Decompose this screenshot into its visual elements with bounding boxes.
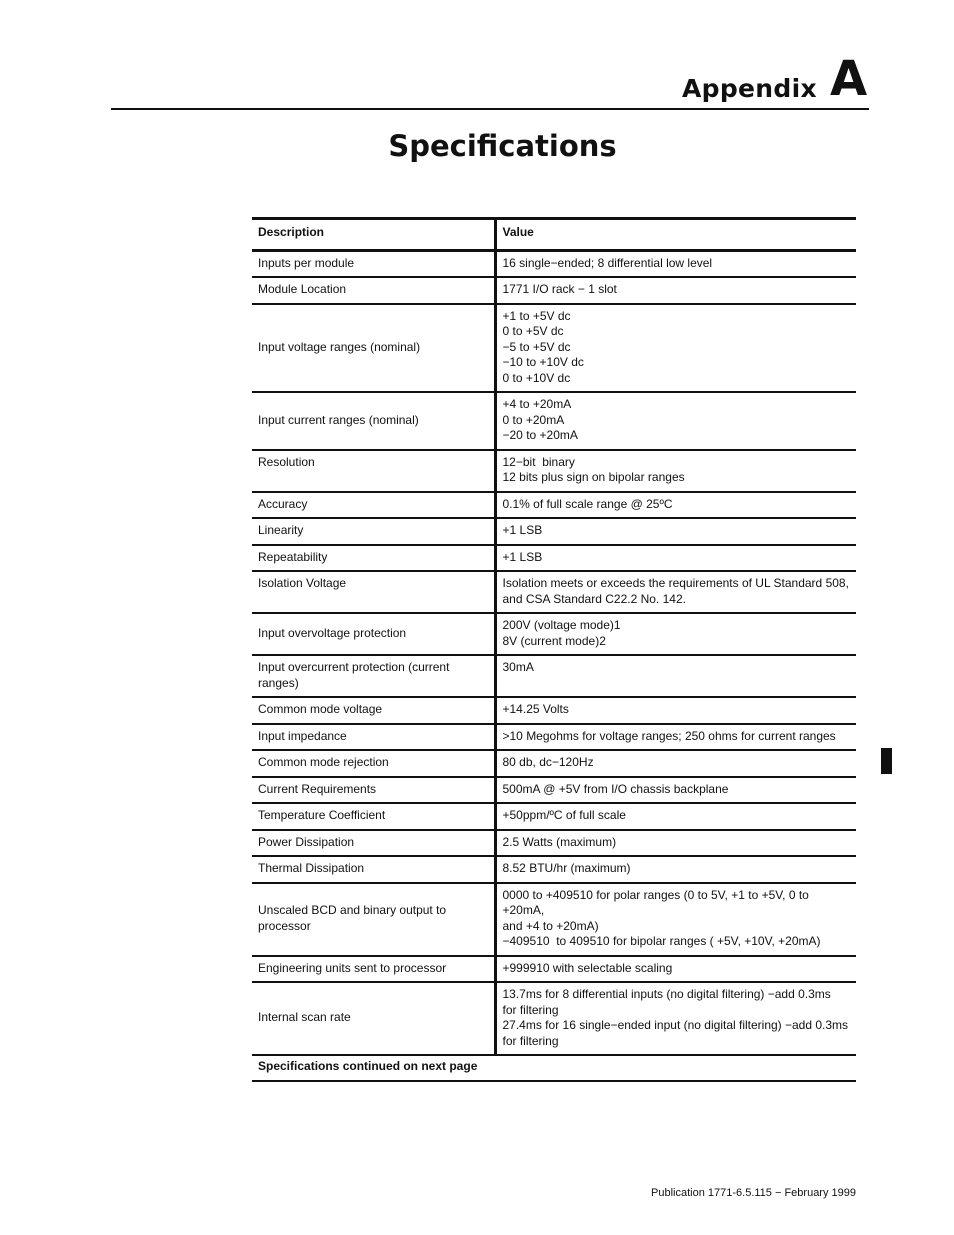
spec-value xyxy=(495,750,856,777)
spec-value-line xyxy=(503,324,851,340)
table-row xyxy=(252,697,856,724)
spec-value-text: 27.4ms for 16 single−ended input (no digital filtering) −add 0.3ms xyxy=(502,1018,849,1032)
spec-value-text: −409510 to 409510 for bipolar ranges ( +5V, +10V, +20mA) xyxy=(502,934,821,948)
table-row xyxy=(252,803,856,830)
spec-value-line xyxy=(503,497,851,513)
spec-value-line xyxy=(503,371,851,387)
table-row xyxy=(252,830,856,857)
spec-value-line xyxy=(503,961,851,977)
spec-value-line xyxy=(503,355,851,371)
table-row xyxy=(252,982,856,1055)
spec-value xyxy=(495,613,856,655)
spec-value xyxy=(495,571,856,613)
spec-value xyxy=(495,803,856,830)
appendix-label: Appendix xyxy=(682,74,817,103)
column-header-value: Value xyxy=(502,225,534,239)
spec-value-line xyxy=(503,660,851,676)
spec-value xyxy=(495,856,856,883)
spec-description: Current Requirements xyxy=(252,777,495,804)
spec-value xyxy=(495,830,856,857)
spec-value-line xyxy=(503,618,851,634)
table-row xyxy=(252,277,856,304)
table-body xyxy=(252,250,856,1081)
table-footer-row xyxy=(252,1055,856,1081)
spec-value-line xyxy=(503,256,851,272)
spec-value-text: 0 to +10V dc xyxy=(502,370,571,385)
appendix-header xyxy=(0,0,954,115)
spec-value xyxy=(495,883,856,956)
table-row xyxy=(252,518,856,545)
table-row xyxy=(252,492,856,519)
spec-value-text: 0.1% of full scale range @ 25ºC xyxy=(502,496,673,511)
spec-value-line xyxy=(503,428,851,444)
spec-value-text: 12 bits plus sign on bipolar ranges xyxy=(502,470,685,484)
spec-value-line xyxy=(503,782,851,798)
spec-value-text: +1 LSB xyxy=(502,523,543,537)
spec-value-line xyxy=(503,523,851,539)
continued-note: Specifications continued on next page xyxy=(258,1059,478,1073)
spec-value-text: 0 to +5V dc xyxy=(502,324,564,338)
table-row xyxy=(252,724,856,751)
spec-value-text: 80 db, dc−120Hz xyxy=(502,755,594,769)
spec-value-text: +999910 with selectable scaling xyxy=(502,960,673,975)
spec-value xyxy=(495,277,856,304)
spec-value-text: 8.52 BTU/hr (maximum) xyxy=(502,861,631,875)
spec-value-line xyxy=(503,634,851,650)
spec-description: Input current ranges (nominal) xyxy=(252,392,495,450)
spec-value-text: 2.5 Watts (maximum) xyxy=(502,834,617,849)
spec-value-text: >10 Megohms for voltage ranges; 250 ohms for current ranges xyxy=(502,728,836,743)
chapter-tab-marker xyxy=(881,748,892,774)
spec-description: Repeatability xyxy=(252,545,495,572)
spec-description: Input impedance xyxy=(252,724,495,751)
spec-description: Accuracy xyxy=(252,492,495,519)
spec-description: Input voltage ranges (nominal) xyxy=(252,304,495,393)
table-row xyxy=(252,613,856,655)
spec-description: Unscaled BCD and binary output to processor xyxy=(252,883,495,956)
appendix-letter: A xyxy=(830,51,868,107)
spec-value-text: 8V (current mode)2 xyxy=(502,633,606,648)
spec-value-text: 1771 I/O rack − 1 slot xyxy=(502,282,617,296)
spec-value-line xyxy=(503,888,851,919)
spec-description: Thermal Dissipation xyxy=(252,856,495,883)
spec-value xyxy=(495,777,856,804)
spec-description: Module Location xyxy=(252,277,495,304)
spec-value-text: 500mA @ +5V from I/O chassis backplane xyxy=(502,781,729,796)
spec-value-text: 13.7ms for 8 differential inputs (no digital filtering) −add 0.3ms xyxy=(502,987,831,1001)
spec-value-line xyxy=(503,934,851,950)
spec-value-line xyxy=(503,808,851,824)
spec-description: Internal scan rate xyxy=(252,982,495,1055)
table-row xyxy=(252,392,856,450)
table-row xyxy=(252,777,856,804)
spec-value-line xyxy=(503,755,851,771)
spec-value-line xyxy=(503,309,851,325)
spec-value-line xyxy=(503,470,851,486)
spec-value xyxy=(495,250,856,277)
spec-description: Resolution xyxy=(252,450,495,492)
spec-value-line xyxy=(503,413,851,429)
spec-description: Power Dissipation xyxy=(252,830,495,857)
spec-value-line xyxy=(503,592,851,608)
spec-value-text: for filtering xyxy=(502,1002,559,1017)
table-row xyxy=(252,250,856,277)
spec-value-line xyxy=(503,397,851,413)
spec-value xyxy=(495,956,856,983)
table-row xyxy=(252,545,856,572)
spec-value-text: +14.25 Volts xyxy=(502,702,569,716)
table-row xyxy=(252,655,856,697)
spec-description: Engineering units sent to processor xyxy=(252,956,495,983)
header-rule xyxy=(111,108,869,110)
spec-value-text: 12−bit binary xyxy=(502,454,575,469)
spec-value xyxy=(495,518,856,545)
spec-value-line xyxy=(503,550,851,566)
spec-value-line xyxy=(503,576,851,592)
spec-value-line xyxy=(503,455,851,471)
table-row xyxy=(252,571,856,613)
spec-description: Input overcurrent protection (current ranges) xyxy=(252,655,495,697)
spec-value-line xyxy=(503,835,851,851)
spec-value-text: and CSA Standard C22.2 No. 142. xyxy=(502,591,686,606)
spec-value-text: −10 to +10V dc xyxy=(502,355,584,369)
spec-value-text: 30mA xyxy=(502,660,534,674)
spec-value-line xyxy=(503,729,851,745)
table-row xyxy=(252,450,856,492)
spec-value-text: +1 to +5V dc xyxy=(502,308,571,323)
spec-value-line xyxy=(503,861,851,877)
spec-value-text: 0000 to +409510 for polar ranges (0 to 5V, +1 to +5V, 0 to +20mA, xyxy=(502,887,813,917)
spec-value xyxy=(495,392,856,450)
spec-description: Common mode rejection xyxy=(252,750,495,777)
spec-description: Input overvoltage protection xyxy=(252,613,495,655)
spec-value-text: 200V (voltage mode)1 xyxy=(502,618,621,632)
spec-value-line xyxy=(503,282,851,298)
spec-value xyxy=(495,655,856,697)
table-row xyxy=(252,304,856,393)
spec-value-line xyxy=(503,987,851,1003)
spec-description: Linearity xyxy=(252,518,495,545)
publication-footer: Publication 1771-6.5.115 − February 1999 xyxy=(651,1187,856,1199)
spec-value-line xyxy=(503,1034,851,1050)
spec-value xyxy=(495,724,856,751)
spec-value xyxy=(495,450,856,492)
table-row xyxy=(252,956,856,983)
spec-value-text: Isolation meets or exceeds the requirements of UL Standard 508, xyxy=(502,576,849,590)
spec-description: Isolation Voltage xyxy=(252,571,495,613)
spec-value xyxy=(495,304,856,393)
spec-value-line xyxy=(503,919,851,935)
spec-value-text: 0 to +20mA xyxy=(502,412,565,427)
table-header-row xyxy=(252,219,856,251)
spec-description: Temperature Coefficient xyxy=(252,803,495,830)
spec-value xyxy=(495,545,856,572)
spec-value-line xyxy=(503,702,851,718)
spec-value-text: +1 LSB xyxy=(502,549,543,564)
spec-value xyxy=(495,697,856,724)
spec-value-text: +50ppm/ºC of full scale xyxy=(502,808,626,822)
spec-value-text: −5 to +5V dc xyxy=(502,339,571,354)
page-title: Specifications xyxy=(388,129,617,163)
spec-value-line xyxy=(503,1018,851,1034)
specifications-table xyxy=(252,217,856,1082)
spec-value-line xyxy=(503,340,851,356)
spec-value xyxy=(495,982,856,1055)
spec-description: Common mode voltage xyxy=(252,697,495,724)
column-header-description: Description xyxy=(252,219,495,251)
table-row xyxy=(252,750,856,777)
table-row xyxy=(252,883,856,956)
spec-value-text: +4 to +20mA xyxy=(502,397,572,411)
spec-value-text: for filtering xyxy=(502,1033,559,1048)
spec-value-line xyxy=(503,1003,851,1019)
spec-value xyxy=(495,492,856,519)
spec-value-text: −20 to +20mA xyxy=(502,428,578,442)
spec-value-text: and +4 to +20mA) xyxy=(502,918,599,933)
table-row xyxy=(252,856,856,883)
spec-description: Inputs per module xyxy=(252,250,495,277)
spec-value-text: 16 single−ended; 8 differential low level xyxy=(502,255,713,270)
